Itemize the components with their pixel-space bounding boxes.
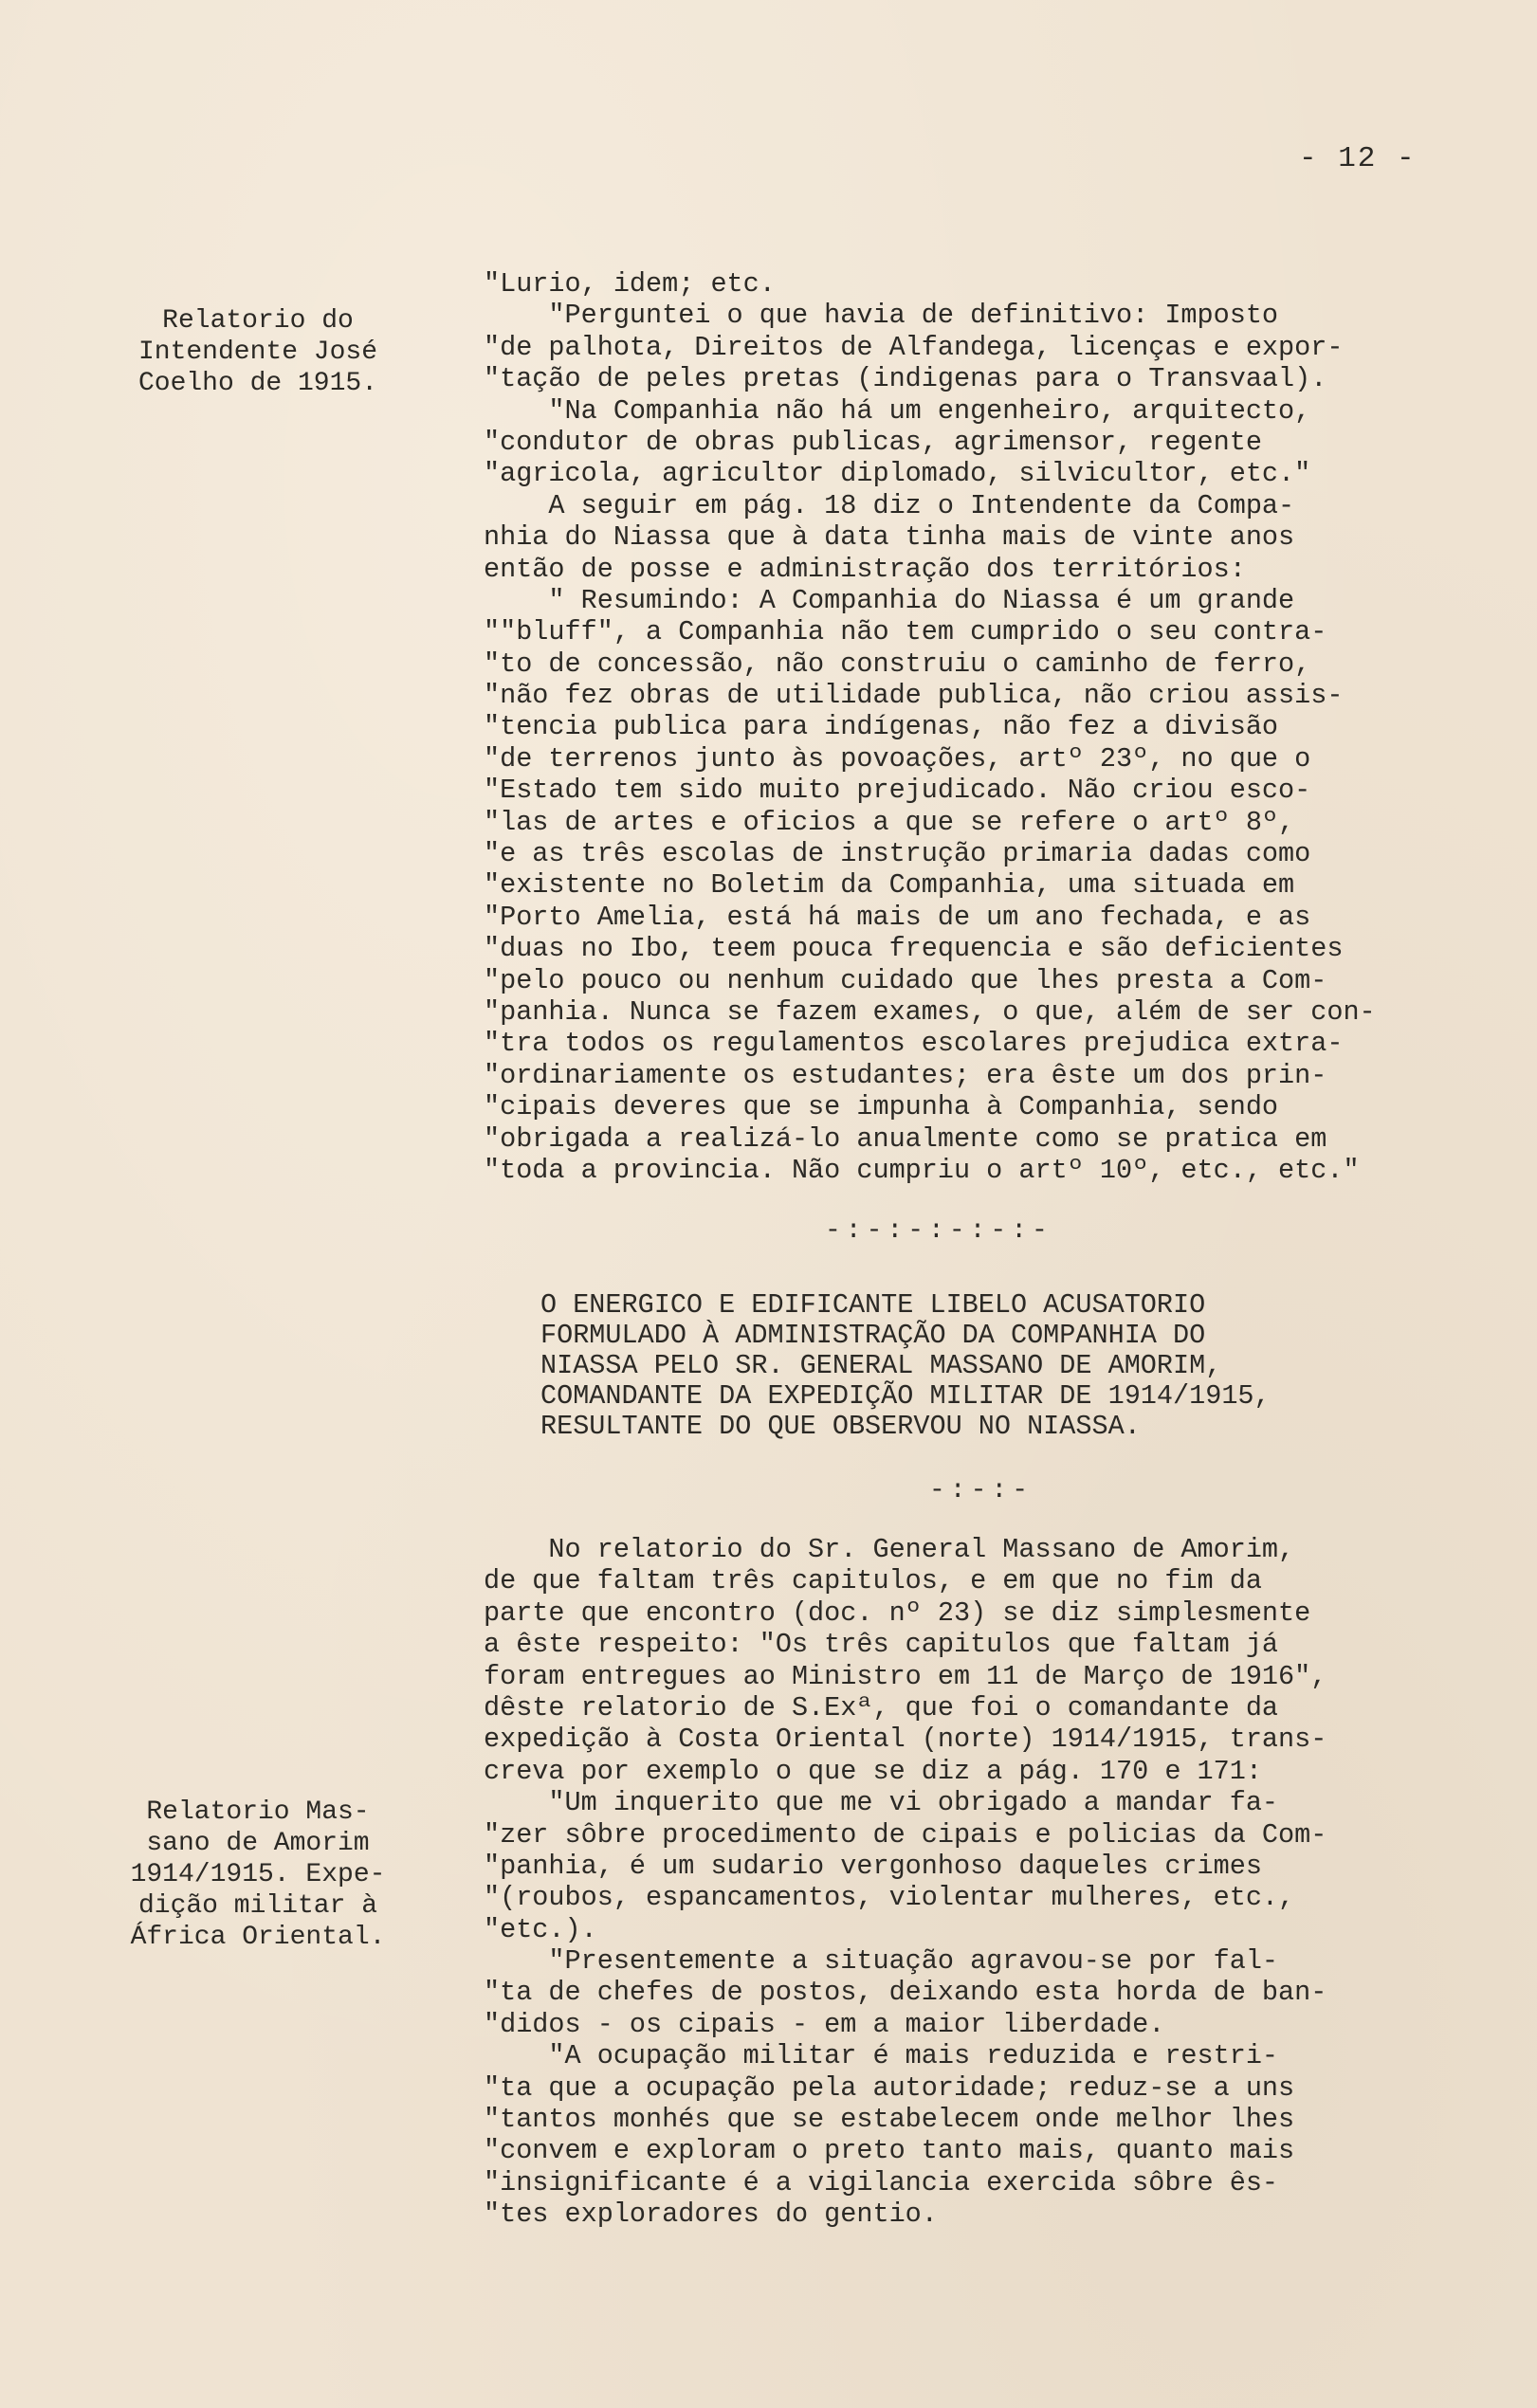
body-text-top [484, 268, 1493, 1186]
text-line: "de terrenos junto às povoações, artº 23º, no que o [484, 742, 1311, 775]
section-heading [540, 1290, 1451, 1442]
text-line: "convem e exploram o preto tanto mais, quanto mais [484, 2135, 1295, 2167]
text-line: "duas no Ibo, teem pouca frequencia e são deficientes [484, 933, 1344, 965]
heading-line: FORMULADO À ADMINISTRAÇÃO DA COMPANHIA DO [540, 1320, 1206, 1351]
margin-note-line: Coelho de 1915. [137, 369, 378, 398]
text-line: "Na Companhia não há um engenheiro, arquitecto, [484, 394, 1311, 427]
text-line: "tra todos os regulamentos escolares prejudica extra- [484, 1028, 1344, 1060]
text-line: "Lurio, idem; etc. [484, 268, 776, 300]
text-line: de que faltam três capitulos, e em que no fim da [484, 1565, 1262, 1597]
text-line: " Resumindo: A Companhia do Niassa é um grande [484, 584, 1295, 616]
text-line: "pelo pouco ou nenhum cuidado que lhes presta a Com- [484, 964, 1327, 996]
text-line: "obrigada a realizá-lo anualmente como se pratica em [484, 1122, 1327, 1155]
heading-line: COMANDANTE DA EXPEDIÇÃO MILITAR DE 1914/1915, [540, 1380, 1271, 1412]
heading-line: RESULTANTE DO QUE OBSERVOU NO NIASSA. [540, 1411, 1141, 1442]
text-line: "A ocupação militar é mais reduzida e restri- [484, 2040, 1279, 2072]
text-line: então de posse e administração dos territórios: [484, 553, 1246, 585]
text-line: "Perguntei o que havia de definitivo: Imposto [484, 300, 1279, 332]
text-line: "panhia. Nunca se fazem exames, o que, além de ser con- [484, 995, 1376, 1028]
text-line: expedição à Costa Oriental (norte) 1914/1915, trans- [484, 1724, 1327, 1756]
text-line: "e as três escolas de instrução primaria dadas como [484, 838, 1311, 870]
text-line: A seguir em pág. 18 diz o Intendente da Compa- [484, 489, 1295, 521]
heading-line: NIASSA PELO SR. GENERAL MASSANO DE AMORIM, [540, 1350, 1222, 1381]
page-number: - 12 - [1299, 142, 1417, 175]
text-line: "existente no Boletim da Companhia, uma situada em [484, 869, 1295, 902]
text-line: parte que encontro (doc. nº 23) se diz simplesmente [484, 1596, 1311, 1629]
text-line: "zer sôbre procedimento de cipais e policias da Com- [484, 1818, 1327, 1851]
text-line: "tantos monhés que se estabelecem onde melhor lhes [484, 2104, 1295, 2136]
text-line: "insignificante é a vigilancia exercida sôbre ês- [484, 2166, 1279, 2198]
margin-note-line: sano de Amorim [146, 1829, 370, 1858]
text-line: "tação de peles pretas (indigenas para o Transvaal). [484, 363, 1327, 395]
text-line: "cipais deveres que se impunha à Companhia, sendo [484, 1091, 1279, 1123]
text-line: "Porto Amelia, está há mais de um ano fechada, e as [484, 901, 1311, 933]
text-line: No relatorio do Sr. General Massano de Amorim, [484, 1534, 1295, 1565]
margin-note-line: Relatorio Mas- [146, 1797, 370, 1827]
body-text-bottom [484, 1534, 1493, 2231]
text-line: "de palhota, Direitos de Alfandega, licenças e expor- [484, 331, 1344, 363]
text-line: "Estado tem sido muito prejudicado. Não criou esco- [484, 775, 1311, 807]
text-line: "didos - os cipais - em a maior liberdade. [484, 2008, 1165, 2040]
text-line: "Presentemente a situação agravou-se por fal- [484, 1945, 1279, 1978]
text-line: "(roubos, espancamentos, violentar mulheres, etc., [484, 1882, 1295, 1914]
section-divider: -:-:- [929, 1476, 1034, 1505]
text-line: "panhia, é um sudario vergonhoso daqueles crimes [484, 1850, 1262, 1882]
text-line: "condutor de obras publicas, agrimensor, regente [484, 426, 1262, 458]
margin-note-line: África Oriental. [130, 1923, 386, 1952]
text-line: "ta de chefes de postos, deixando esta horda de ban- [484, 1977, 1327, 2009]
text-line: "ordinariamente os estudantes; era êste um dos prin- [484, 1059, 1327, 1091]
text-line: "tes exploradores do gentio. [484, 2198, 938, 2231]
text-line: creva por exemplo o que se diz a pág. 170 e 171: [484, 1755, 1262, 1787]
margin-note-line: dição militar à [137, 1891, 378, 1921]
margin-note-line: 1914/1915. Expe- [130, 1860, 386, 1889]
heading-line: O ENERGICO E EDIFICANTE LIBELO ACUSATORIO [540, 1289, 1206, 1321]
margin-note-coelho [106, 305, 410, 399]
text-line: dêste relatorio de S.Exª, que foi o comandante da [484, 1691, 1279, 1724]
text-line: "etc.). [484, 1913, 597, 1945]
margin-note-line: Relatorio do [162, 306, 354, 336]
section-divider: -:-:-:-:-:- [825, 1216, 1052, 1246]
text-line: a êste respeito: "Os três capitulos que faltam já [484, 1629, 1279, 1661]
text-line: "agricola, agricultor diplomado, silvicultor, etc." [484, 458, 1311, 490]
text-line: "não fez obras de utilidade publica, não criou assis- [484, 680, 1344, 712]
margin-note-massano [106, 1797, 410, 1953]
text-line: "Um inquerito que me vi obrigado a mandar fa- [484, 1787, 1279, 1819]
text-line: nhia do Niassa que à data tinha mais de vinte anos [484, 521, 1295, 554]
text-line: "to de concessão, não construiu o caminho de ferro, [484, 648, 1311, 680]
margin-note-line: Intendente José [137, 337, 378, 367]
text-line: ""bluff", a Companhia não tem cumprido o seu contra- [484, 616, 1327, 648]
text-line: "ta que a ocupação pela autoridade; reduz-se a uns [484, 2071, 1295, 2104]
text-line: foram entregues ao Ministro em 11 de Março de 1916", [484, 1660, 1327, 1692]
text-line: "las de artes e oficios a que se refere o artº 8º, [484, 806, 1295, 838]
text-line: "tencia publica para indígenas, não fez a divisão [484, 711, 1279, 743]
text-line: "toda a provincia. Não cumpriu o artº 10º, etc., etc." [484, 1154, 1360, 1186]
